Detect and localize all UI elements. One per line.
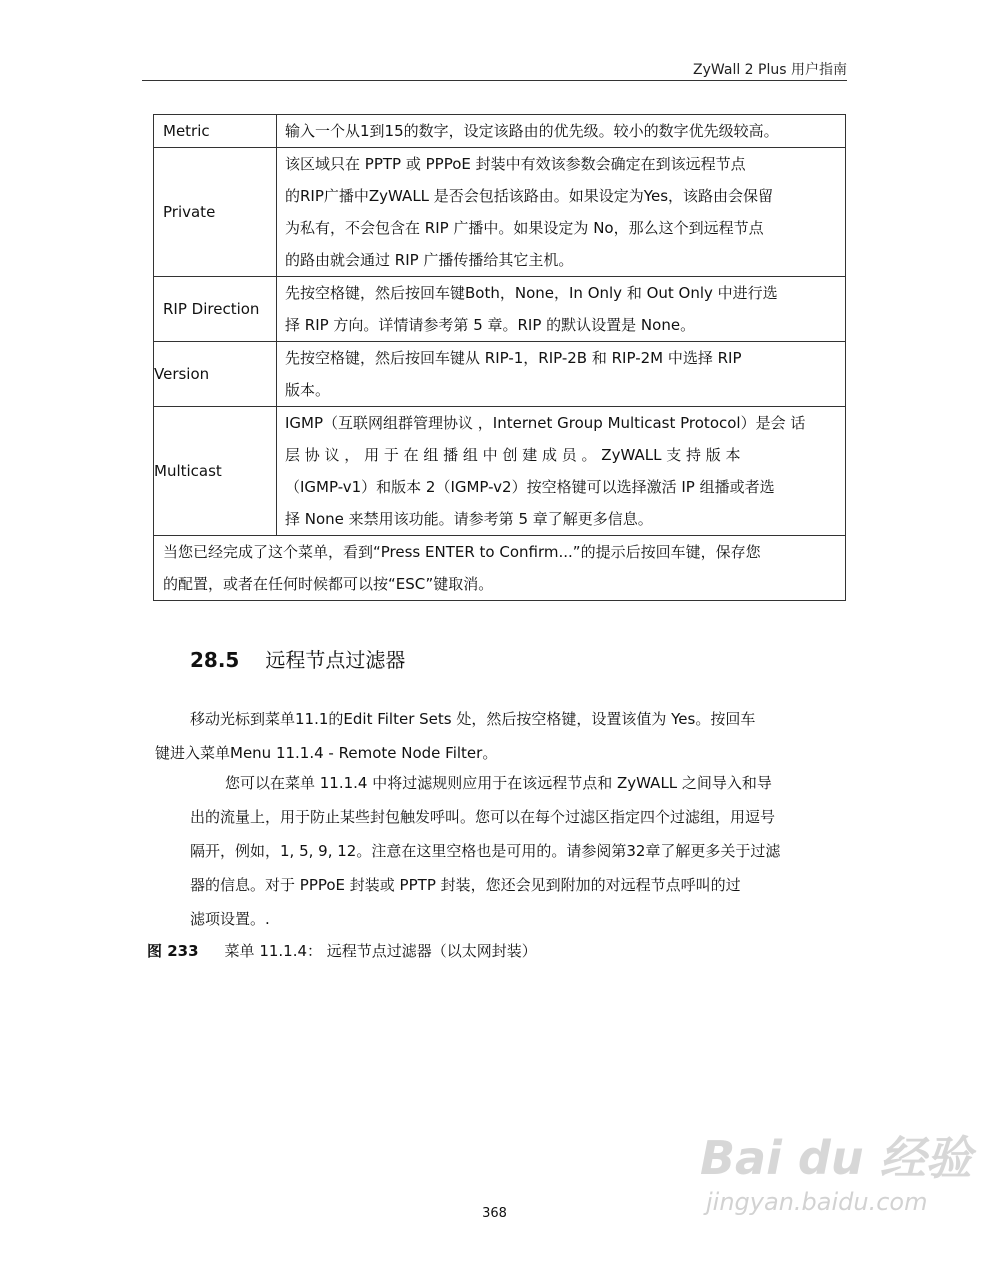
page-number: 368 [482, 1206, 507, 1221]
field-label-cell [154, 148, 277, 277]
field-label: RIP Direction [163, 300, 260, 318]
figure-number: 图 233 [147, 942, 199, 960]
description-line: 的路由就会通过 RIP 广播传播给其它主机。 [285, 251, 574, 269]
figure-caption-text: 菜单 11.1.4： 远程节点过滤器（以太网封装） [224, 942, 537, 960]
paragraph-line: 隔开，例如，1, 5, 9, 12。注意在这里空格也是可用的。请参阅第32章了解更多关于过滤 [190, 842, 781, 860]
field-label-cell [154, 277, 277, 342]
paragraph-1 [155, 702, 846, 770]
header-divider [142, 80, 847, 81]
description-line: （IGMP-v1）和版本 2（IGMP-v2）按空格键可以选择激活 IP 组播或者选 [285, 478, 775, 496]
field-label: Version [154, 365, 210, 383]
description-line: 输入一个从1到15的数字，设定该路由的优先级。较小的数字优先级较高。 [285, 122, 779, 140]
paragraph-line: 滤项设置。. [190, 910, 270, 928]
paragraph-line: 出的流量上，用于防止某些封包触发呼叫。您可以在每个过滤区指定四个过滤组，用逗号 [190, 808, 776, 826]
field-label-cell [154, 115, 277, 148]
footer-note-line: 的配置，或者在任何时候都可以按“ESC”键取消。 [163, 575, 494, 593]
table-row [154, 115, 846, 148]
field-description-cell [277, 277, 846, 342]
description-line: 版本。 [285, 381, 331, 399]
section-number: 28.5 [190, 648, 240, 672]
field-description-cell [277, 148, 846, 277]
paragraph-line: 器的信息。对于 PPPoE 封装或 PPTP 封装，您还会见到附加的对远程节点呼叫的过 [190, 876, 741, 894]
description-line: 的RIP广播中ZyWALL 是否会包括该路由。如果设定为Yes，该路由会保留 [285, 187, 774, 205]
description-line: 先按空格键，然后按回车键从 RIP-1，RIP-2B 和 RIP-2M 中选择 RIP [285, 349, 742, 367]
parameter-table [153, 114, 846, 601]
field-label: Metric [163, 122, 210, 140]
field-label-cell [154, 342, 277, 407]
table-row [154, 148, 846, 277]
field-label: Multicast [154, 462, 222, 480]
section-title: 远程节点过滤器 [265, 648, 406, 672]
table-row [154, 342, 846, 407]
paragraph-line: 移动光标到菜单11.1的Edit Filter Sets 处，然后按空格键，设置该值为 Yes。按回车 [190, 710, 756, 728]
paragraph-line: 键进入菜单Menu 11.1.4 - Remote Node Filter。 [155, 744, 498, 762]
table-footer-row [154, 536, 846, 601]
paragraph-line: 您可以在菜单 11.1.4 中将过滤规则应用于在该远程节点和 ZyWALL 之间导入和导 [225, 774, 772, 792]
description-line: 层 协 议 ， 用 于 在 组 播 组 中 创 建 成 员 。 ZyWALL 支 持 版 本 [285, 446, 741, 464]
paragraph-2 [190, 766, 846, 936]
baidu-watermark-url: jingyan.baidu.com [706, 1188, 928, 1216]
figure-caption [147, 940, 537, 961]
footer-note-line: 当您已经完成了这个菜单，看到“Press ENTER to Confirm...”的提示后按回车键，保存您 [163, 543, 761, 561]
baidu-watermark-logo: Bai du 经验 [700, 1131, 972, 1185]
description-line: 先按空格键，然后按回车键Both，None，In Only 和 Out Only 中进行选 [285, 284, 778, 302]
table-footer-note [154, 536, 846, 601]
section-heading [190, 644, 405, 673]
field-description-cell [277, 115, 846, 148]
field-label-cell [154, 407, 277, 536]
field-label: Private [163, 203, 216, 221]
description-line: 为私有，不会包含在 RIP 广播中。如果设定为 No，那么这个到远程节点 [285, 219, 764, 237]
field-description-cell [277, 407, 846, 536]
running-header: ZyWall 2 Plus 用户指南 [693, 62, 847, 78]
description-line: 择 None 来禁用该功能。请参考第 5 章了解更多信息。 [285, 510, 653, 528]
table-row [154, 277, 846, 342]
table-row [154, 407, 846, 536]
description-line: 择 RIP 方向。详情请参考第 5 章。RIP 的默认设置是 None。 [285, 316, 696, 334]
description-line: IGMP（互联网组群管理协议 ，Internet Group Multicast Protocol）是会 话 [285, 414, 806, 432]
description-line: 该区域只在 PPTP 或 PPPoE 封装中有效该参数会确定在到该远程节点 [285, 155, 746, 173]
field-description-cell [277, 342, 846, 407]
